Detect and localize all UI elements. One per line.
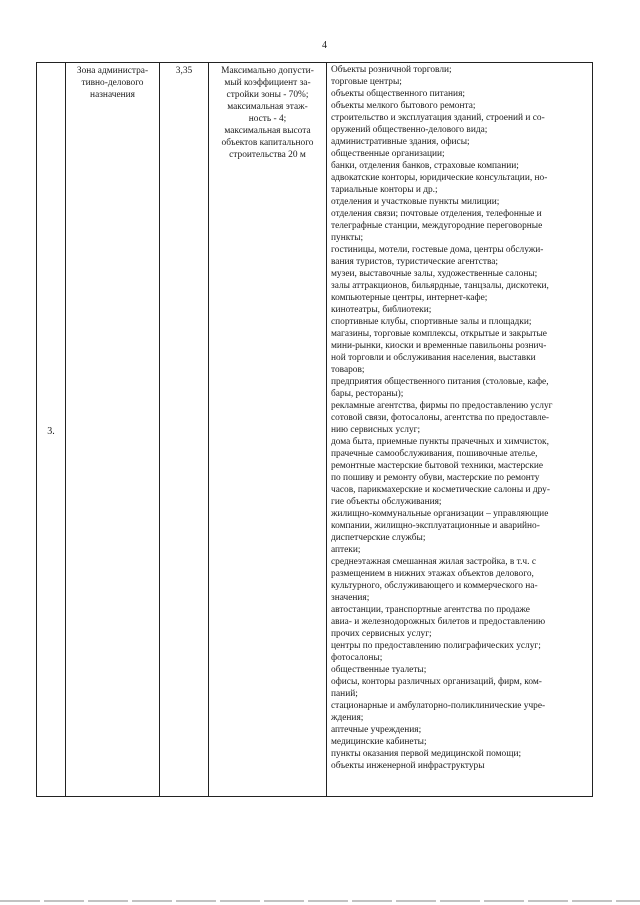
permitted-use-line: нию сервисных услуг; bbox=[331, 425, 421, 435]
permitted-use-line: административные здания, офисы; bbox=[331, 137, 470, 147]
permitted-use-line: бары, рестораны); bbox=[331, 389, 404, 399]
permitted-use-line: тариальные конторы и др.; bbox=[331, 185, 438, 195]
permitted-use-line: объекты инженерной инфраструктуры bbox=[331, 761, 485, 771]
permitted-use-line: гостиницы, мотели, гостевые дома, центры обслужи- bbox=[331, 245, 544, 255]
parameter-line: мый коэффициент за- bbox=[224, 78, 311, 88]
permitted-use-line: предприятия общественного питания (столовые, кафе, bbox=[331, 377, 549, 387]
permitted-use-line: стационарные и амбулаторно-поликлинические учре- bbox=[331, 701, 546, 711]
permitted-use-line: рекламные агентства, фирмы по предоставлению услуг bbox=[331, 401, 553, 411]
permitted-use-line: отделения связи; почтовые отделения, телефонные и bbox=[331, 209, 542, 219]
permitted-use-line: телеграфные станции, междугородние переговорные bbox=[331, 221, 543, 231]
permitted-use-line: жилищно-коммунальные организации – управляющие bbox=[331, 509, 549, 519]
permitted-use-line: дома быта, приемные пункты прачечных и химчисток, bbox=[331, 437, 549, 447]
permitted-use-line: оружений общественно-делового вида; bbox=[331, 125, 488, 135]
permitted-use-line: аптеки; bbox=[331, 545, 361, 555]
permitted-use-line: фотосалоны; bbox=[331, 653, 383, 663]
parameter-line: максимальная высота bbox=[224, 126, 311, 136]
parameter-line: строительства 20 м bbox=[229, 150, 306, 160]
land-use-table bbox=[36, 62, 593, 797]
permitted-use-line: торговые центры; bbox=[331, 77, 402, 87]
permitted-use-line: Объекты розничной торговли; bbox=[331, 65, 452, 75]
permitted-use-line: прочих сервисных услуг; bbox=[331, 629, 432, 639]
permitted-use-line: размещением в нижних этажах объектов делового, bbox=[331, 569, 534, 579]
permitted-use-line: ной торговли и обслуживания населения, выставки bbox=[331, 353, 536, 363]
permitted-use-line: часов, парикмахерские и косметические салоны и дру- bbox=[331, 485, 550, 495]
permitted-use-line: общественные туалеты; bbox=[331, 665, 427, 675]
permitted-use-line: диспетчерские службы; bbox=[331, 533, 426, 543]
zone-name-cell bbox=[66, 63, 160, 796]
permitted-use-line: объекты общественного питания; bbox=[331, 89, 465, 99]
zone-code: 3,35 bbox=[175, 66, 193, 76]
page-number: 4 bbox=[322, 40, 327, 51]
permitted-use-line: прачечные самообслуживания, пошивочные ателье, bbox=[331, 449, 538, 459]
parameter-line: объектов капитального bbox=[221, 138, 314, 148]
permitted-use-line: строительство и эксплуатация зданий, строений и со- bbox=[331, 113, 545, 123]
parameter-line: стройки зоны - 70%; bbox=[226, 90, 309, 100]
permitted-use-line: музеи, выставочные залы, художественные салоны; bbox=[331, 269, 538, 279]
permitted-use-line: авиа- и железнодорожных билетов и предоставлению bbox=[331, 617, 546, 627]
permitted-use-line: объекты мелкого бытового ремонта; bbox=[331, 101, 476, 111]
permitted-use-line: магазины, торговые комплексы, открытые и закрытые bbox=[331, 329, 547, 339]
permitted-use-line: мини-рынки, киоски и временные павильоны рознич- bbox=[331, 341, 547, 351]
permitted-use-line: вания туристов, туристические агентства; bbox=[331, 257, 499, 267]
zone-name-line: тивно-делового bbox=[81, 78, 144, 88]
permitted-uses-list bbox=[331, 64, 589, 772]
permitted-use-line: кинотеатры, библиотеки; bbox=[331, 305, 432, 315]
zone-name-line: назначения bbox=[90, 90, 135, 100]
permitted-use-line: банки, отделения банков, страховые компании; bbox=[331, 161, 519, 171]
scan-edge-line bbox=[0, 900, 640, 902]
permitted-use-line: аптечные учреждения; bbox=[331, 725, 422, 735]
permitted-use-line: ремонтные мастерские бытовой техники, мастерские bbox=[331, 461, 544, 471]
row-number-cell bbox=[37, 63, 66, 796]
permitted-use-line: гие объекты обслуживания; bbox=[331, 497, 442, 507]
permitted-use-line: пункты; bbox=[331, 233, 364, 243]
permitted-use-line: офисы, конторы различных организаций, фирм, ком- bbox=[331, 677, 542, 687]
permitted-use-line: центры по предоставлению полиграфических услуг; bbox=[331, 641, 541, 651]
permitted-use-line: автостанции, транспортные агентства по продаже bbox=[331, 605, 530, 615]
permitted-use-line: паний; bbox=[331, 689, 358, 699]
row-number: 3. bbox=[47, 426, 55, 437]
permitted-use-line: среднеэтажная смешанная жилая застройка, в т.ч. с bbox=[331, 557, 536, 567]
permitted-use-line: товаров; bbox=[331, 365, 365, 375]
permitted-use-line: адвокатские конторы, юридические консультации, но- bbox=[331, 173, 548, 183]
permitted-use-line: медицинские кабинеты; bbox=[331, 737, 427, 747]
permitted-use-line: спортивные клубы, спортивные залы и площадки; bbox=[331, 317, 532, 327]
permitted-use-line: значения; bbox=[331, 593, 370, 603]
zone-code-cell bbox=[160, 63, 209, 796]
parameter-line: Максимально допусти- bbox=[221, 66, 314, 76]
permitted-use-line: пункты оказания первой медицинской помощи; bbox=[331, 749, 522, 759]
permitted-use-line: компьютерные центры, интернет-кафе; bbox=[331, 293, 488, 303]
parameter-line: максимальная этаж- bbox=[227, 102, 308, 112]
permitted-use-line: общественные организации; bbox=[331, 149, 445, 159]
parameter-line: ность - 4; bbox=[248, 114, 287, 124]
permitted-use-line: сотовой связи, фотосалоны, агентства по предоставле- bbox=[331, 413, 550, 423]
permitted-use-line: культурного, обслуживающего и коммерческого на- bbox=[331, 581, 538, 591]
permitted-use-line: ждения; bbox=[331, 713, 364, 723]
zone-parameters-cell bbox=[209, 63, 327, 796]
permitted-uses-cell bbox=[327, 63, 592, 796]
permitted-use-line: залы аттракционов, бильярдные, танцзалы, дискотеки, bbox=[331, 281, 549, 291]
permitted-use-line: компании, жилищно-эксплуатационные и аварийно- bbox=[331, 521, 540, 531]
permitted-use-line: отделения и участковые пункты милиции; bbox=[331, 197, 500, 207]
zone-name-line: Зона администра- bbox=[76, 66, 149, 76]
permitted-use-line: по пошиву и ремонту обуви, мастерские по ремонту bbox=[331, 473, 540, 483]
